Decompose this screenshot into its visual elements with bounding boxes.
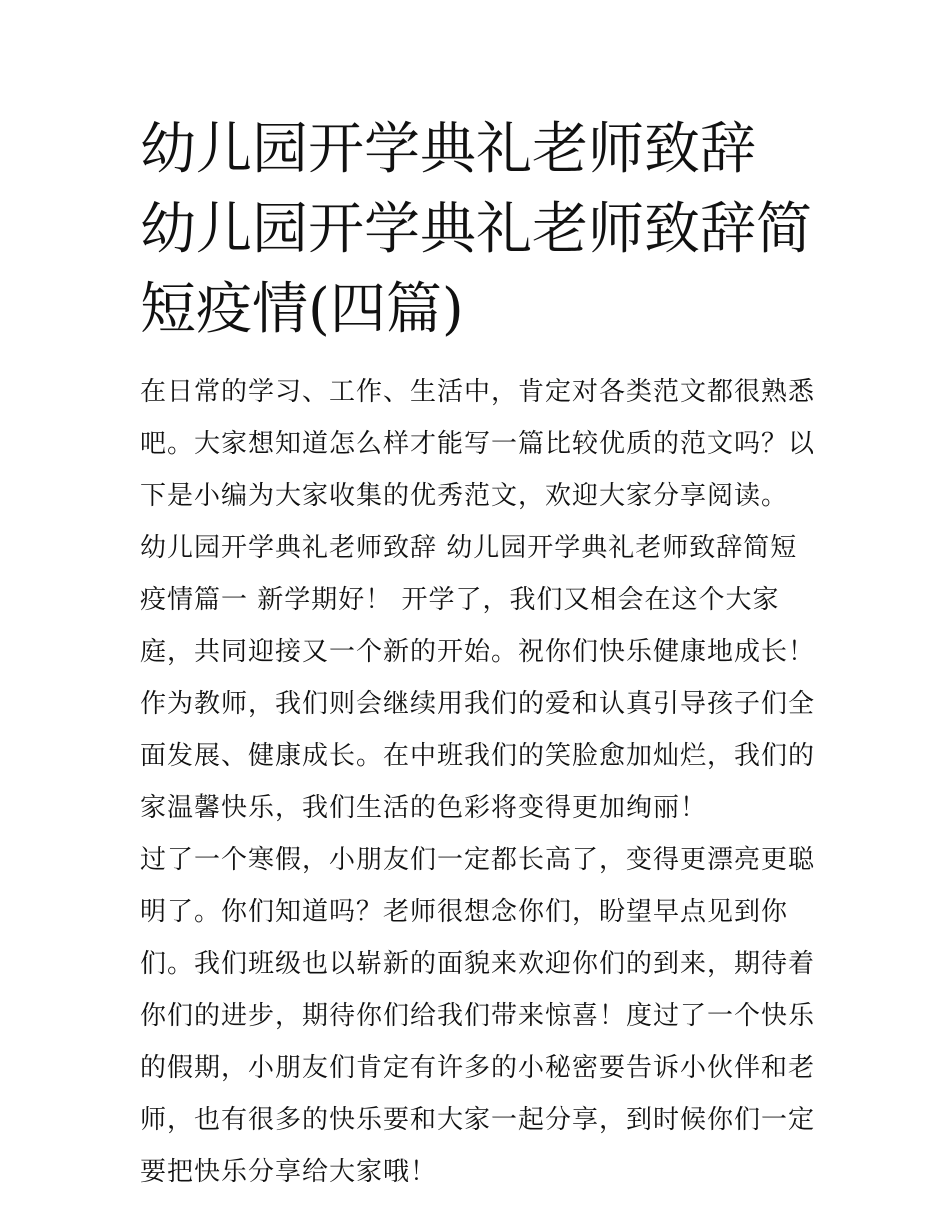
document-body [140, 366, 820, 1198]
paragraph-3: 过了一个寒假，小朋友们一定都长高了，变得更漂亮更聪明了。你们知道吗？老师很想念你们，盼望早点见到你们。我们班级也以崭新的面貌来欢迎你们的到来，期待着你们的进步，期待你们给我们带来惊喜！度过了一个快乐的假期，小朋友们肯定有许多的小秘密要告诉小伙伴和老师，也有很多的快乐要和大家一起分享，到时候你们一定要把快乐分享给大家哦！ [140, 845, 816, 1187]
document-title: 幼儿园开学典礼老师致辞 幼儿园开学典礼老师致辞简短疫情(四篇) [140, 117, 812, 342]
document-page [140, 110, 820, 1198]
paragraph-intro: 在日常的学习、工作、生活中，肯定对各类范文都很熟悉吧。大家想知道怎么样才能写一篇比较优质的范文吗？以下是小编为大家收集的优秀范文，欢迎大家分享阅读。 [140, 377, 816, 511]
paragraph-1: 幼儿园开学典礼老师致辞 幼儿园开学典礼老师致辞简短疫情篇一 新学期好！ 开学了，我们又相会在这个大家庭，共同迎接又一个新的开始。祝你们快乐健康地成长！ [140, 533, 816, 667]
paragraph-2: 作为教师，我们则会继续用我们的爱和认真引导孩子们全面发展、健康成长。在中班我们的笑脸愈加灿烂，我们的家温馨快乐，我们生活的色彩将变得更加绚丽！ [140, 689, 816, 823]
